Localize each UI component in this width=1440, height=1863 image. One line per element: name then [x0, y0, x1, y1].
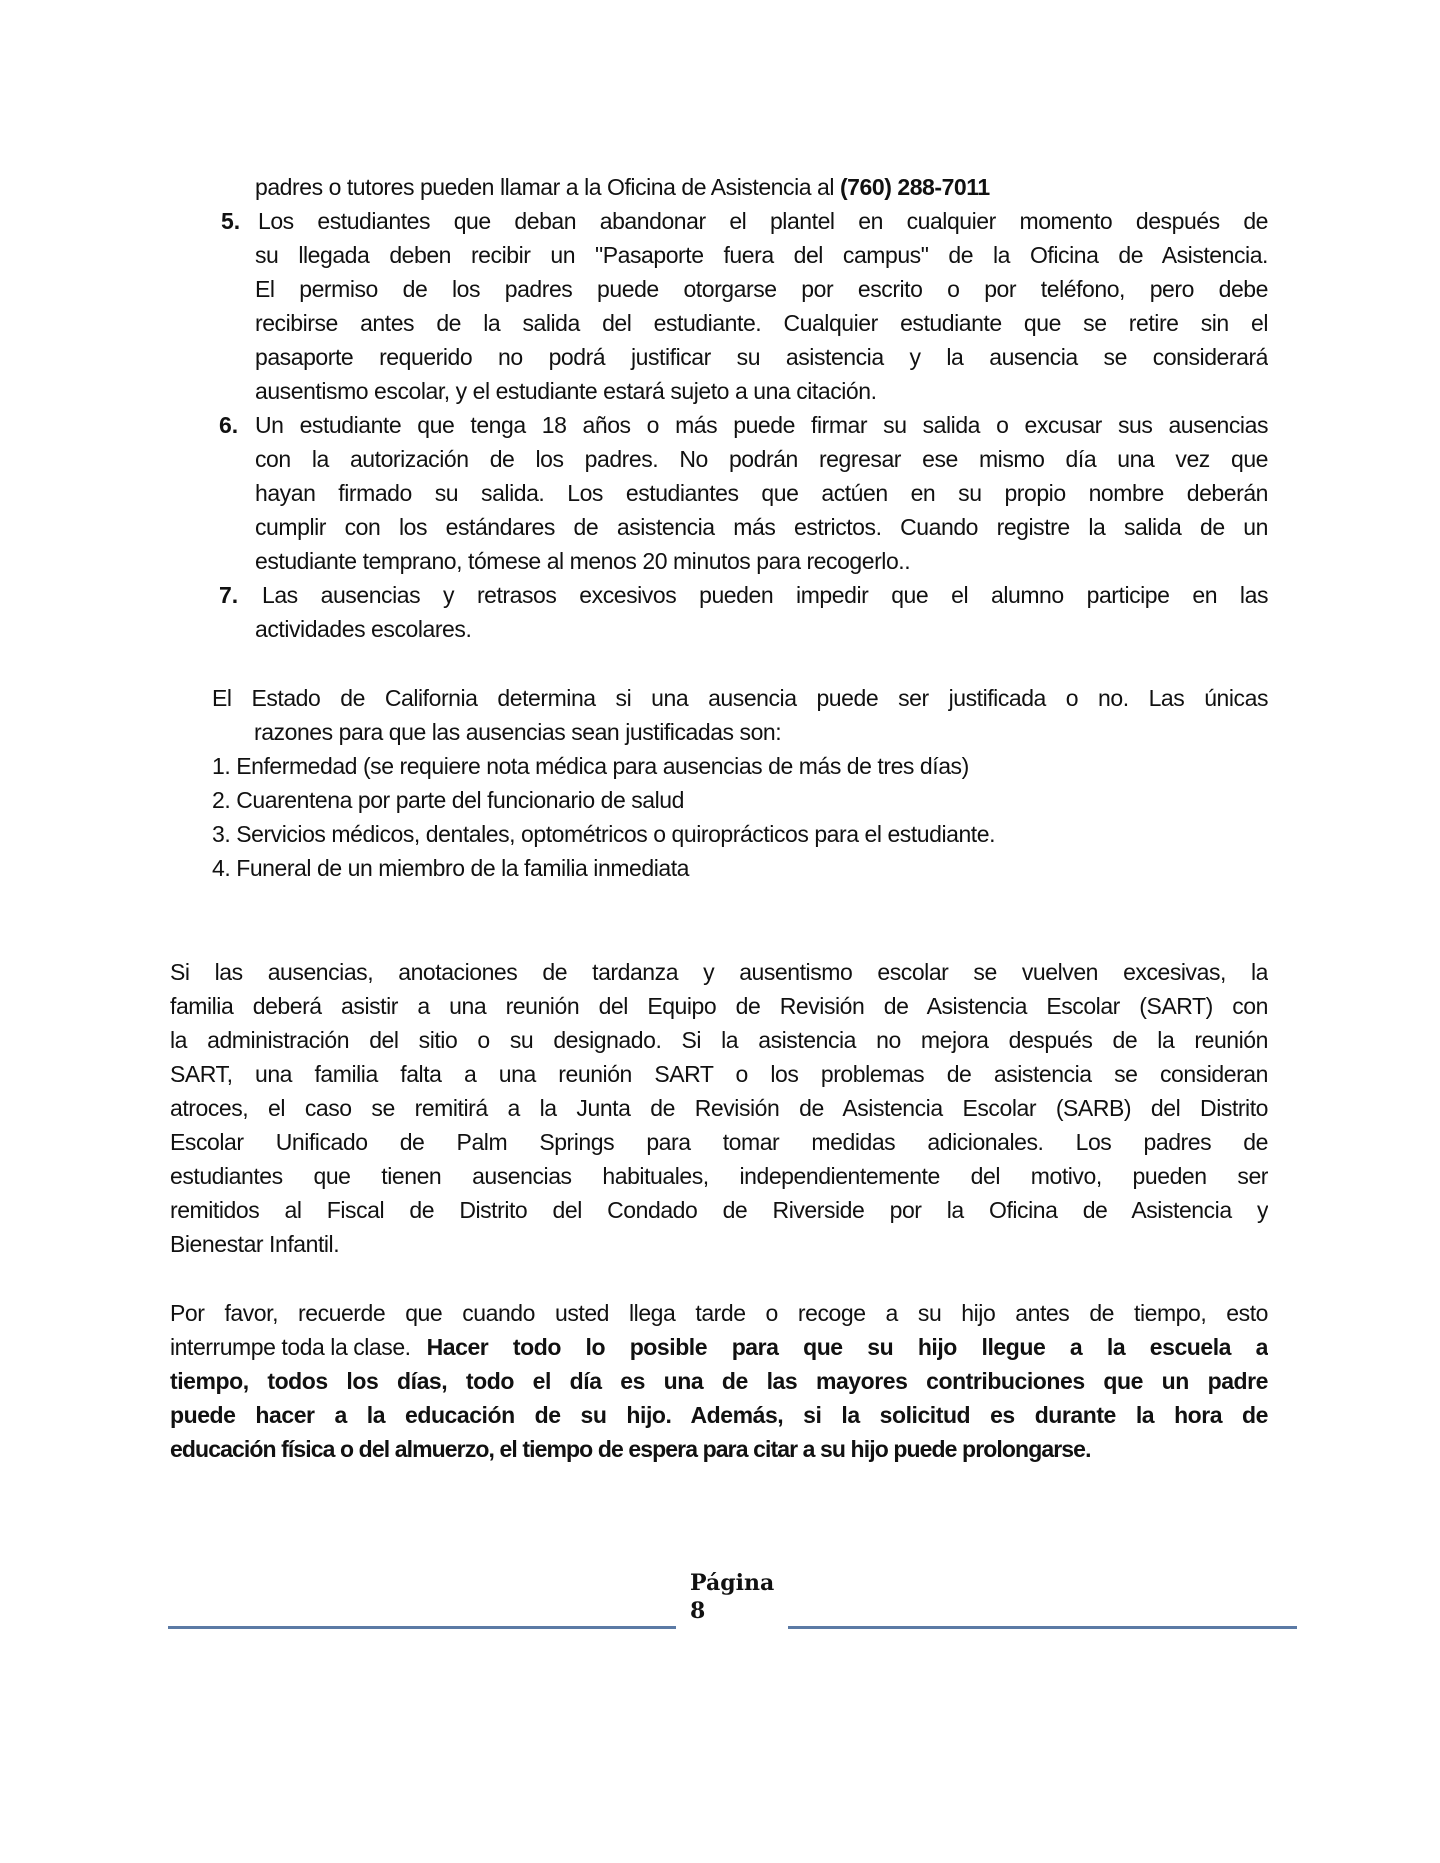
item-5-line: su llegada deben recibir un "Pasaporte fuera del campus" de la Oficina de Asistencia. [255, 242, 1268, 268]
list-number-7: 7. [219, 582, 239, 608]
footer-rule-right [788, 1626, 1297, 1629]
closing-bold-line: educación física o del almuerzo, el tiempo de espera para citar a su hijo puede prolongarse. [170, 1436, 1091, 1462]
item-7-line: actividades escolares. [255, 616, 472, 642]
list-number-6: 6. [219, 412, 239, 438]
sart-paragraph-line: remitidos al Fiscal de Distrito del Condado de Riverside por la Oficina de Asistencia y [170, 1197, 1268, 1223]
reason-item: 2. Cuarentena por parte del funcionario de salud [212, 787, 684, 813]
item-6-line: cumplir con los estándares de asistencia más estrictos. Cuando registre la salida de un [255, 514, 1268, 540]
item-6-line: estudiante temprano, tómese al menos 20 minutos para recogerlo.. [255, 548, 911, 574]
sart-paragraph-line: familia deberá asistir a una reunión del Equipo de Revisión de Asistencia Escolar (SART) con [170, 993, 1268, 1019]
item-6-line: con la autorización de los padres. No podrán regresar ese mismo día una vez que [255, 446, 1268, 472]
closing-paragraph-line: Por favor, recuerde que cuando usted llega tarde o recoge a su hijo antes de tiempo, esto [170, 1300, 1268, 1326]
sart-paragraph-line: atroces, el caso se remitirá a la Junta de Revisión de Asistencia Escolar (SARB) del Distrito [170, 1095, 1268, 1121]
item-5-line: Los estudiantes que deban abandonar el plantel en cualquier momento después de [258, 208, 1268, 234]
item-6-line: hayan firmado su salida. Los estudiantes que actúen en su propio nombre deberán [255, 480, 1268, 506]
item-7-line: Las ausencias y retrasos excesivos pueden impedir que el alumno participe en las [262, 582, 1268, 608]
california-paragraph-line: razones para que las ausencias sean justificadas son: [254, 719, 782, 745]
list-number-5: 5. [221, 208, 241, 234]
sart-paragraph-line: la administración del sitio o su designado. Si la asistencia no mejora después de la reunión [170, 1027, 1268, 1053]
sart-paragraph-line: estudiantes que tienen ausencias habituales, independientemente del motivo, pueden ser [170, 1163, 1268, 1189]
closing-normal-text: interrumpe toda la clase. [170, 1334, 411, 1360]
sart-paragraph-line: SART, una familia falta a una reunión SART o los problemas de asistencia se consideran [170, 1061, 1268, 1087]
closing-bold-text: Hacer todo lo posible para que su hijo llegue a la escuela a [426, 1334, 1268, 1360]
item-5-line: El permiso de los padres puede otorgarse por escrito o por teléfono, pero debe [255, 276, 1268, 302]
page-number: 8 [690, 1598, 706, 1624]
intro-line [255, 170, 990, 204]
reason-item: 3. Servicios médicos, dentales, optométricos o quiroprácticos para el estudiante. [212, 821, 996, 847]
intro-text: padres o tutores pueden llamar a la Oficina de Asistencia al [255, 174, 840, 200]
reason-item: 4. Funeral de un miembro de la familia inmediata [212, 855, 689, 881]
item-5-line: pasaporte requerido no podrá justificar su asistencia y la ausencia se considerará [255, 344, 1268, 370]
item-6-line: Un estudiante que tenga 18 años o más puede firmar su salida o excusar sus ausencias [255, 412, 1268, 438]
reason-item: 1. Enfermedad (se requiere nota médica para ausencias de más de tres días) [212, 753, 969, 779]
closing-bold-line: tiempo, todos los días, todo el día es una de las mayores contribuciones que un padre [170, 1368, 1268, 1394]
item-5-line: ausentismo escolar, y el estudiante estará sujeto a una citación. [255, 378, 877, 404]
attendance-phone-number: (760) 288-7011 [839, 174, 990, 200]
page-label: Página [690, 1570, 775, 1596]
sart-paragraph-line: Bienestar Infantil. [170, 1231, 340, 1257]
item-5-line: recibirse antes de la salida del estudiante. Cualquier estudiante que se retire sin el [255, 310, 1268, 336]
footer-rule-left [168, 1626, 676, 1629]
closing-bold-line: puede hacer a la educación de su hijo. Además, si la solicitud es durante la hora de [170, 1402, 1268, 1428]
closing-paragraph-mixed-line [170, 1330, 1268, 1364]
sart-paragraph-line: Si las ausencias, anotaciones de tardanza y ausentismo escolar se vuelven excesivas, la [170, 959, 1268, 985]
california-paragraph-line: El Estado de California determina si una ausencia puede ser justificada o no. Las únicas [212, 685, 1268, 711]
sart-paragraph-line: Escolar Unificado de Palm Springs para tomar medidas adicionales. Los padres de [170, 1129, 1268, 1155]
